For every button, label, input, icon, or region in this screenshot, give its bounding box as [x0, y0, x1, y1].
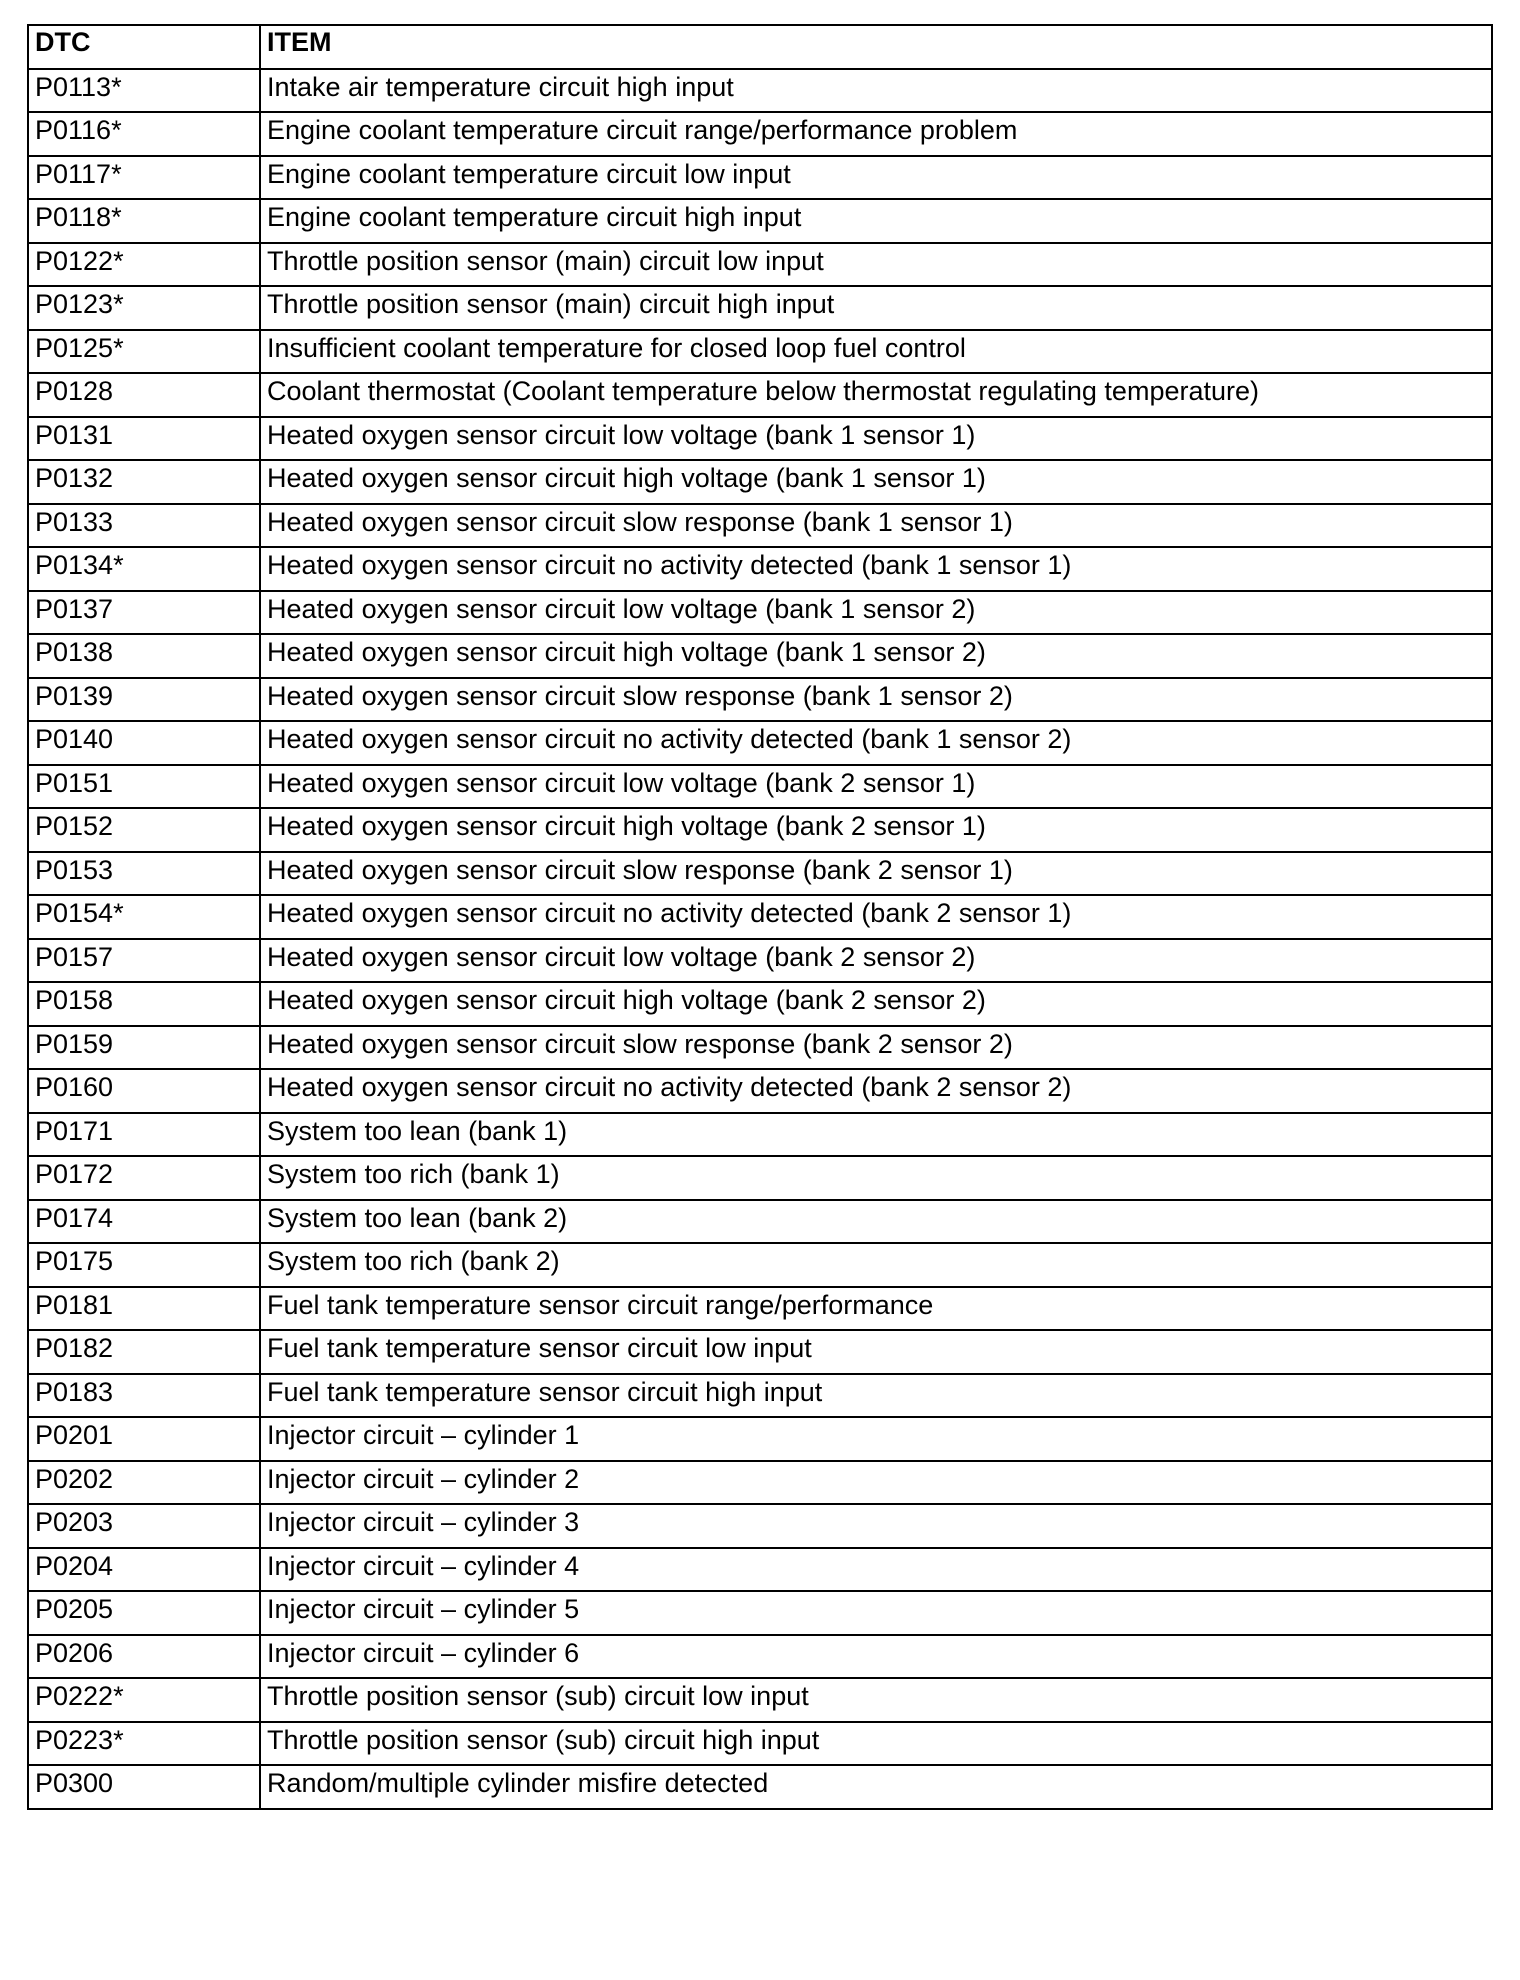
dtc-code: P0152 — [28, 808, 260, 852]
dtc-description: Heated oxygen sensor circuit low voltage (bank 2 sensor 2) — [260, 939, 1492, 983]
dtc-code: P0201 — [28, 1417, 260, 1461]
table-row — [28, 199, 1492, 243]
dtc-description: Heated oxygen sensor circuit no activity detected (bank 2 sensor 2) — [260, 1069, 1492, 1113]
table-row — [28, 634, 1492, 678]
table-row — [28, 1069, 1492, 1113]
table-row — [28, 1417, 1492, 1461]
table-row — [28, 1765, 1492, 1809]
dtc-code: P0125* — [28, 330, 260, 374]
dtc-description: System too lean (bank 2) — [260, 1200, 1492, 1244]
table-row — [28, 939, 1492, 983]
dtc-description: Heated oxygen sensor circuit no activity detected (bank 1 sensor 1) — [260, 547, 1492, 591]
table-row — [28, 852, 1492, 896]
table-row — [28, 1026, 1492, 1070]
table-row — [28, 895, 1492, 939]
table-row — [28, 330, 1492, 374]
table-row — [28, 678, 1492, 722]
table-row — [28, 808, 1492, 852]
dtc-code: P0182 — [28, 1330, 260, 1374]
table-row — [28, 1156, 1492, 1200]
dtc-description: Throttle position sensor (main) circuit low input — [260, 243, 1492, 287]
table-row — [28, 69, 1492, 113]
dtc-code: P0153 — [28, 852, 260, 896]
table-row — [28, 547, 1492, 591]
table-row — [28, 286, 1492, 330]
dtc-code: P0118* — [28, 199, 260, 243]
dtc-description: Heated oxygen sensor circuit low voltage (bank 1 sensor 2) — [260, 591, 1492, 635]
table-row — [28, 982, 1492, 1026]
dtc-description: Throttle position sensor (sub) circuit high input — [260, 1722, 1492, 1766]
dtc-description: System too rich (bank 1) — [260, 1156, 1492, 1200]
dtc-code: P0205 — [28, 1591, 260, 1635]
dtc-table — [27, 24, 1493, 1810]
dtc-code: P0174 — [28, 1200, 260, 1244]
dtc-code: P0172 — [28, 1156, 260, 1200]
dtc-description: Heated oxygen sensor circuit high voltage (bank 1 sensor 1) — [260, 460, 1492, 504]
dtc-code: P0181 — [28, 1287, 260, 1331]
table-row — [28, 1113, 1492, 1157]
dtc-description: Heated oxygen sensor circuit no activity detected (bank 2 sensor 1) — [260, 895, 1492, 939]
dtc-description: Engine coolant temperature circuit range/performance problem — [260, 112, 1492, 156]
header-dtc: DTC — [28, 25, 260, 69]
dtc-code: P0113* — [28, 69, 260, 113]
dtc-code: P0206 — [28, 1635, 260, 1679]
table-row — [28, 721, 1492, 765]
dtc-code: P0122* — [28, 243, 260, 287]
dtc-code: P0117* — [28, 156, 260, 200]
dtc-description: Fuel tank temperature sensor circuit range/performance — [260, 1287, 1492, 1331]
dtc-code: P0204 — [28, 1548, 260, 1592]
dtc-description: Heated oxygen sensor circuit high voltage (bank 2 sensor 1) — [260, 808, 1492, 852]
dtc-code: P0183 — [28, 1374, 260, 1418]
dtc-description: Heated oxygen sensor circuit slow response (bank 1 sensor 2) — [260, 678, 1492, 722]
table-row — [28, 765, 1492, 809]
dtc-code: P0123* — [28, 286, 260, 330]
dtc-code: P0202 — [28, 1461, 260, 1505]
dtc-code: P0151 — [28, 765, 260, 809]
dtc-description: System too lean (bank 1) — [260, 1113, 1492, 1157]
dtc-description: Intake air temperature circuit high input — [260, 69, 1492, 113]
dtc-code: P0137 — [28, 591, 260, 635]
dtc-code: P0128 — [28, 373, 260, 417]
table-row — [28, 156, 1492, 200]
dtc-description: Engine coolant temperature circuit high input — [260, 199, 1492, 243]
dtc-description: Heated oxygen sensor circuit high voltage (bank 2 sensor 2) — [260, 982, 1492, 1026]
header-item: ITEM — [260, 25, 1492, 69]
table-row — [28, 1678, 1492, 1722]
dtc-code: P0131 — [28, 417, 260, 461]
header-row — [28, 25, 1492, 69]
dtc-description: Heated oxygen sensor circuit low voltage (bank 1 sensor 1) — [260, 417, 1492, 461]
dtc-description: Fuel tank temperature sensor circuit high input — [260, 1374, 1492, 1418]
table-row — [28, 1200, 1492, 1244]
dtc-code: P0154* — [28, 895, 260, 939]
dtc-description: Injector circuit – cylinder 6 — [260, 1635, 1492, 1679]
dtc-description: System too rich (bank 2) — [260, 1243, 1492, 1287]
table-row — [28, 112, 1492, 156]
table-row — [28, 1504, 1492, 1548]
table-row — [28, 504, 1492, 548]
dtc-code: P0139 — [28, 678, 260, 722]
table-row — [28, 1591, 1492, 1635]
dtc-description: Injector circuit – cylinder 2 — [260, 1461, 1492, 1505]
dtc-description: Heated oxygen sensor circuit high voltage (bank 1 sensor 2) — [260, 634, 1492, 678]
dtc-code: P0160 — [28, 1069, 260, 1113]
table-row — [28, 1330, 1492, 1374]
table-row — [28, 373, 1492, 417]
dtc-description: Coolant thermostat (Coolant temperature below thermostat regulating temperature) — [260, 373, 1492, 417]
dtc-description: Insufficient coolant temperature for closed loop fuel control — [260, 330, 1492, 374]
dtc-description: Heated oxygen sensor circuit no activity detected (bank 1 sensor 2) — [260, 721, 1492, 765]
dtc-code: P0171 — [28, 1113, 260, 1157]
dtc-code: P0203 — [28, 1504, 260, 1548]
table-body — [28, 69, 1492, 1809]
dtc-code: P0222* — [28, 1678, 260, 1722]
dtc-code: P0175 — [28, 1243, 260, 1287]
dtc-description: Throttle position sensor (sub) circuit low input — [260, 1678, 1492, 1722]
table-row — [28, 591, 1492, 635]
table-row — [28, 1722, 1492, 1766]
table-row — [28, 1287, 1492, 1331]
dtc-description: Heated oxygen sensor circuit slow response (bank 1 sensor 1) — [260, 504, 1492, 548]
dtc-description: Heated oxygen sensor circuit slow response (bank 2 sensor 1) — [260, 852, 1492, 896]
dtc-description: Throttle position sensor (main) circuit high input — [260, 286, 1492, 330]
dtc-description: Random/multiple cylinder misfire detected — [260, 1765, 1492, 1809]
dtc-code: P0158 — [28, 982, 260, 1026]
table-header — [28, 25, 1492, 69]
table-row — [28, 1374, 1492, 1418]
dtc-code: P0157 — [28, 939, 260, 983]
dtc-description: Injector circuit – cylinder 5 — [260, 1591, 1492, 1635]
table-row — [28, 417, 1492, 461]
dtc-description: Injector circuit – cylinder 3 — [260, 1504, 1492, 1548]
dtc-code: P0134* — [28, 547, 260, 591]
table-row — [28, 1635, 1492, 1679]
table-row — [28, 1461, 1492, 1505]
table-row — [28, 1243, 1492, 1287]
dtc-code: P0138 — [28, 634, 260, 678]
dtc-description: Fuel tank temperature sensor circuit low input — [260, 1330, 1492, 1374]
dtc-code: P0116* — [28, 112, 260, 156]
dtc-description: Injector circuit – cylinder 4 — [260, 1548, 1492, 1592]
dtc-description: Heated oxygen sensor circuit slow response (bank 2 sensor 2) — [260, 1026, 1492, 1070]
table-row — [28, 460, 1492, 504]
table-row — [28, 1548, 1492, 1592]
dtc-code: P0300 — [28, 1765, 260, 1809]
dtc-description: Injector circuit – cylinder 1 — [260, 1417, 1492, 1461]
dtc-code: P0159 — [28, 1026, 260, 1070]
dtc-code: P0132 — [28, 460, 260, 504]
dtc-description: Heated oxygen sensor circuit low voltage (bank 2 sensor 1) — [260, 765, 1492, 809]
table-row — [28, 243, 1492, 287]
dtc-code: P0223* — [28, 1722, 260, 1766]
dtc-code: P0133 — [28, 504, 260, 548]
dtc-description: Engine coolant temperature circuit low input — [260, 156, 1492, 200]
dtc-code: P0140 — [28, 721, 260, 765]
